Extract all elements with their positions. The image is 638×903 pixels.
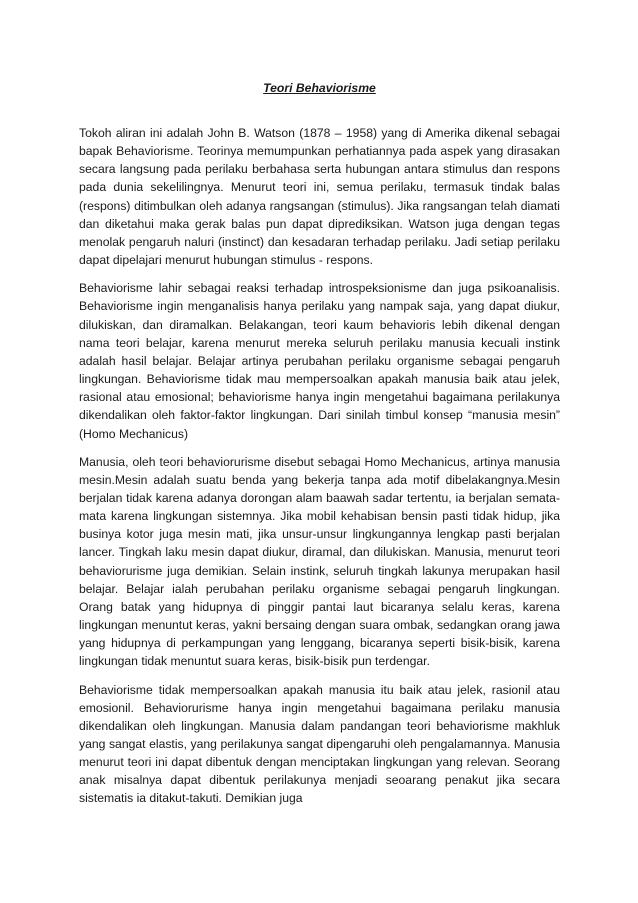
paragraph-2: Behaviorisme lahir sebagai reaksi terhadap introspeksionisme dan juga psikoanalisis. Behaviorisme ingin menganalisis hanya perilaku yang nampak saja, yang dapat diukur, dilukiskan, dan diramalkan. Belakangan, teori kaum behavioris lebih dikenal dengan nama teori belajar, karena menurut mereka seluruh perilaku manusia kecuali instink adalah hasil belajar. Belajar artinya perubahan perilaku organisme sebagai pengaruh lingkungan. Behaviorisme tidak mau mempersoalkan apakah manusia baik atau jelek, rasional atau emosional; behaviorisme hanya ingin mengetahui bagaimana perilakunya dikendalikan oleh faktor-faktor lingkungan. Dari sinilah timbul konsep “manusia mesin” (Homo Mechanicus) [79,281,560,441]
paragraph-4: Behaviorisme tidak mempersoalkan apakah manusia itu baik atau jelek, rasionil atau emosionil. Behaviorurisme hanya ingin mengetahui bagaimana perilaku manusia dikendalikan oleh lingkungan. Manusia dalam pandangan teori behaviorisme makhluk yang sangat elastis, yang perilakunya sangat dipengaruhi oleh pengalamannya. Manusia menurut teori ini dapat dibentuk dengan menciptakan lingkungan yang relevan. Seorang anak misalnya dapat dibentuk perilakunya menjadi seoarang penakut jika secara sistematis ia ditakut-takuti. Demikian juga [79,682,560,806]
paragraph-3: Manusia, oleh teori behaviorurisme disebut sebagai Homo Mechanicus, artinya manusia mesin.Mesin adalah suatu benda yang bekerja tanpa ada motif dibelakangnya.Mesin berjalan tidak karena adanya dorongan alam baawah sadar tertentu, ia berjalan semata-mata karena lingkungan sistemnya. Jika mobil kehabisan bensin pasti tidak hidup, jika businya kotor juga mesin mati, jika unsur-unsur lingkungannya lengkap pasti berjalan lancer. Tingkah laku mesin dapat diukur, diramal, dan dilukiskan. Manusia, menurut teori behaviorurisme juga demikian. Selain instink, seluruh tingkah lakunya merupakan hasil belajar. Belajar ialah perubahan perilaku organisme sebagai pengaruh lingkungan. Orang batak yang hidupnya di pinggir pantai laut bicaranya selalu keras, karena lingkungan menuntut keras, yakni bersaing dengan suara ombak, sedangkan orang jawa yang hidupnya di perkampungan yang lenggang, bicaranya seperti bisik-bisik, karena lingkungan tidak menuntut suara keras, bisik-bisik pun terdengar. [79,454,560,669]
paragraph-1: Tokoh aliran ini adalah John B. Watson (1878 – 1958) yang di Amerika dikenal sebagai bapak Behaviorisme. Teorinya memumpunkan perhatiannya pada aspek yang dirasakan secara langsung pada perilaku berbahasa serta hubungan antara stimulus dan respons pada dunia sekelilingnya. Menurut teori ini, semua perilaku, termasuk tindak balas (respons) ditimbulkan oleh adanya rangsangan (stimulus). Jika rangsangan telah diamati dan diketahui maka gerak balas pun dapat diprediksikan. Watson juga dengan tegas menolak pengaruh naluri (instinct) dan kesadaran terhadap perilaku. Jadi setiap perilaku dapat dipelajari menurut hubungan stimulus - respons. [79,126,560,268]
document-title: Teori Behaviorisme [263,81,376,95]
